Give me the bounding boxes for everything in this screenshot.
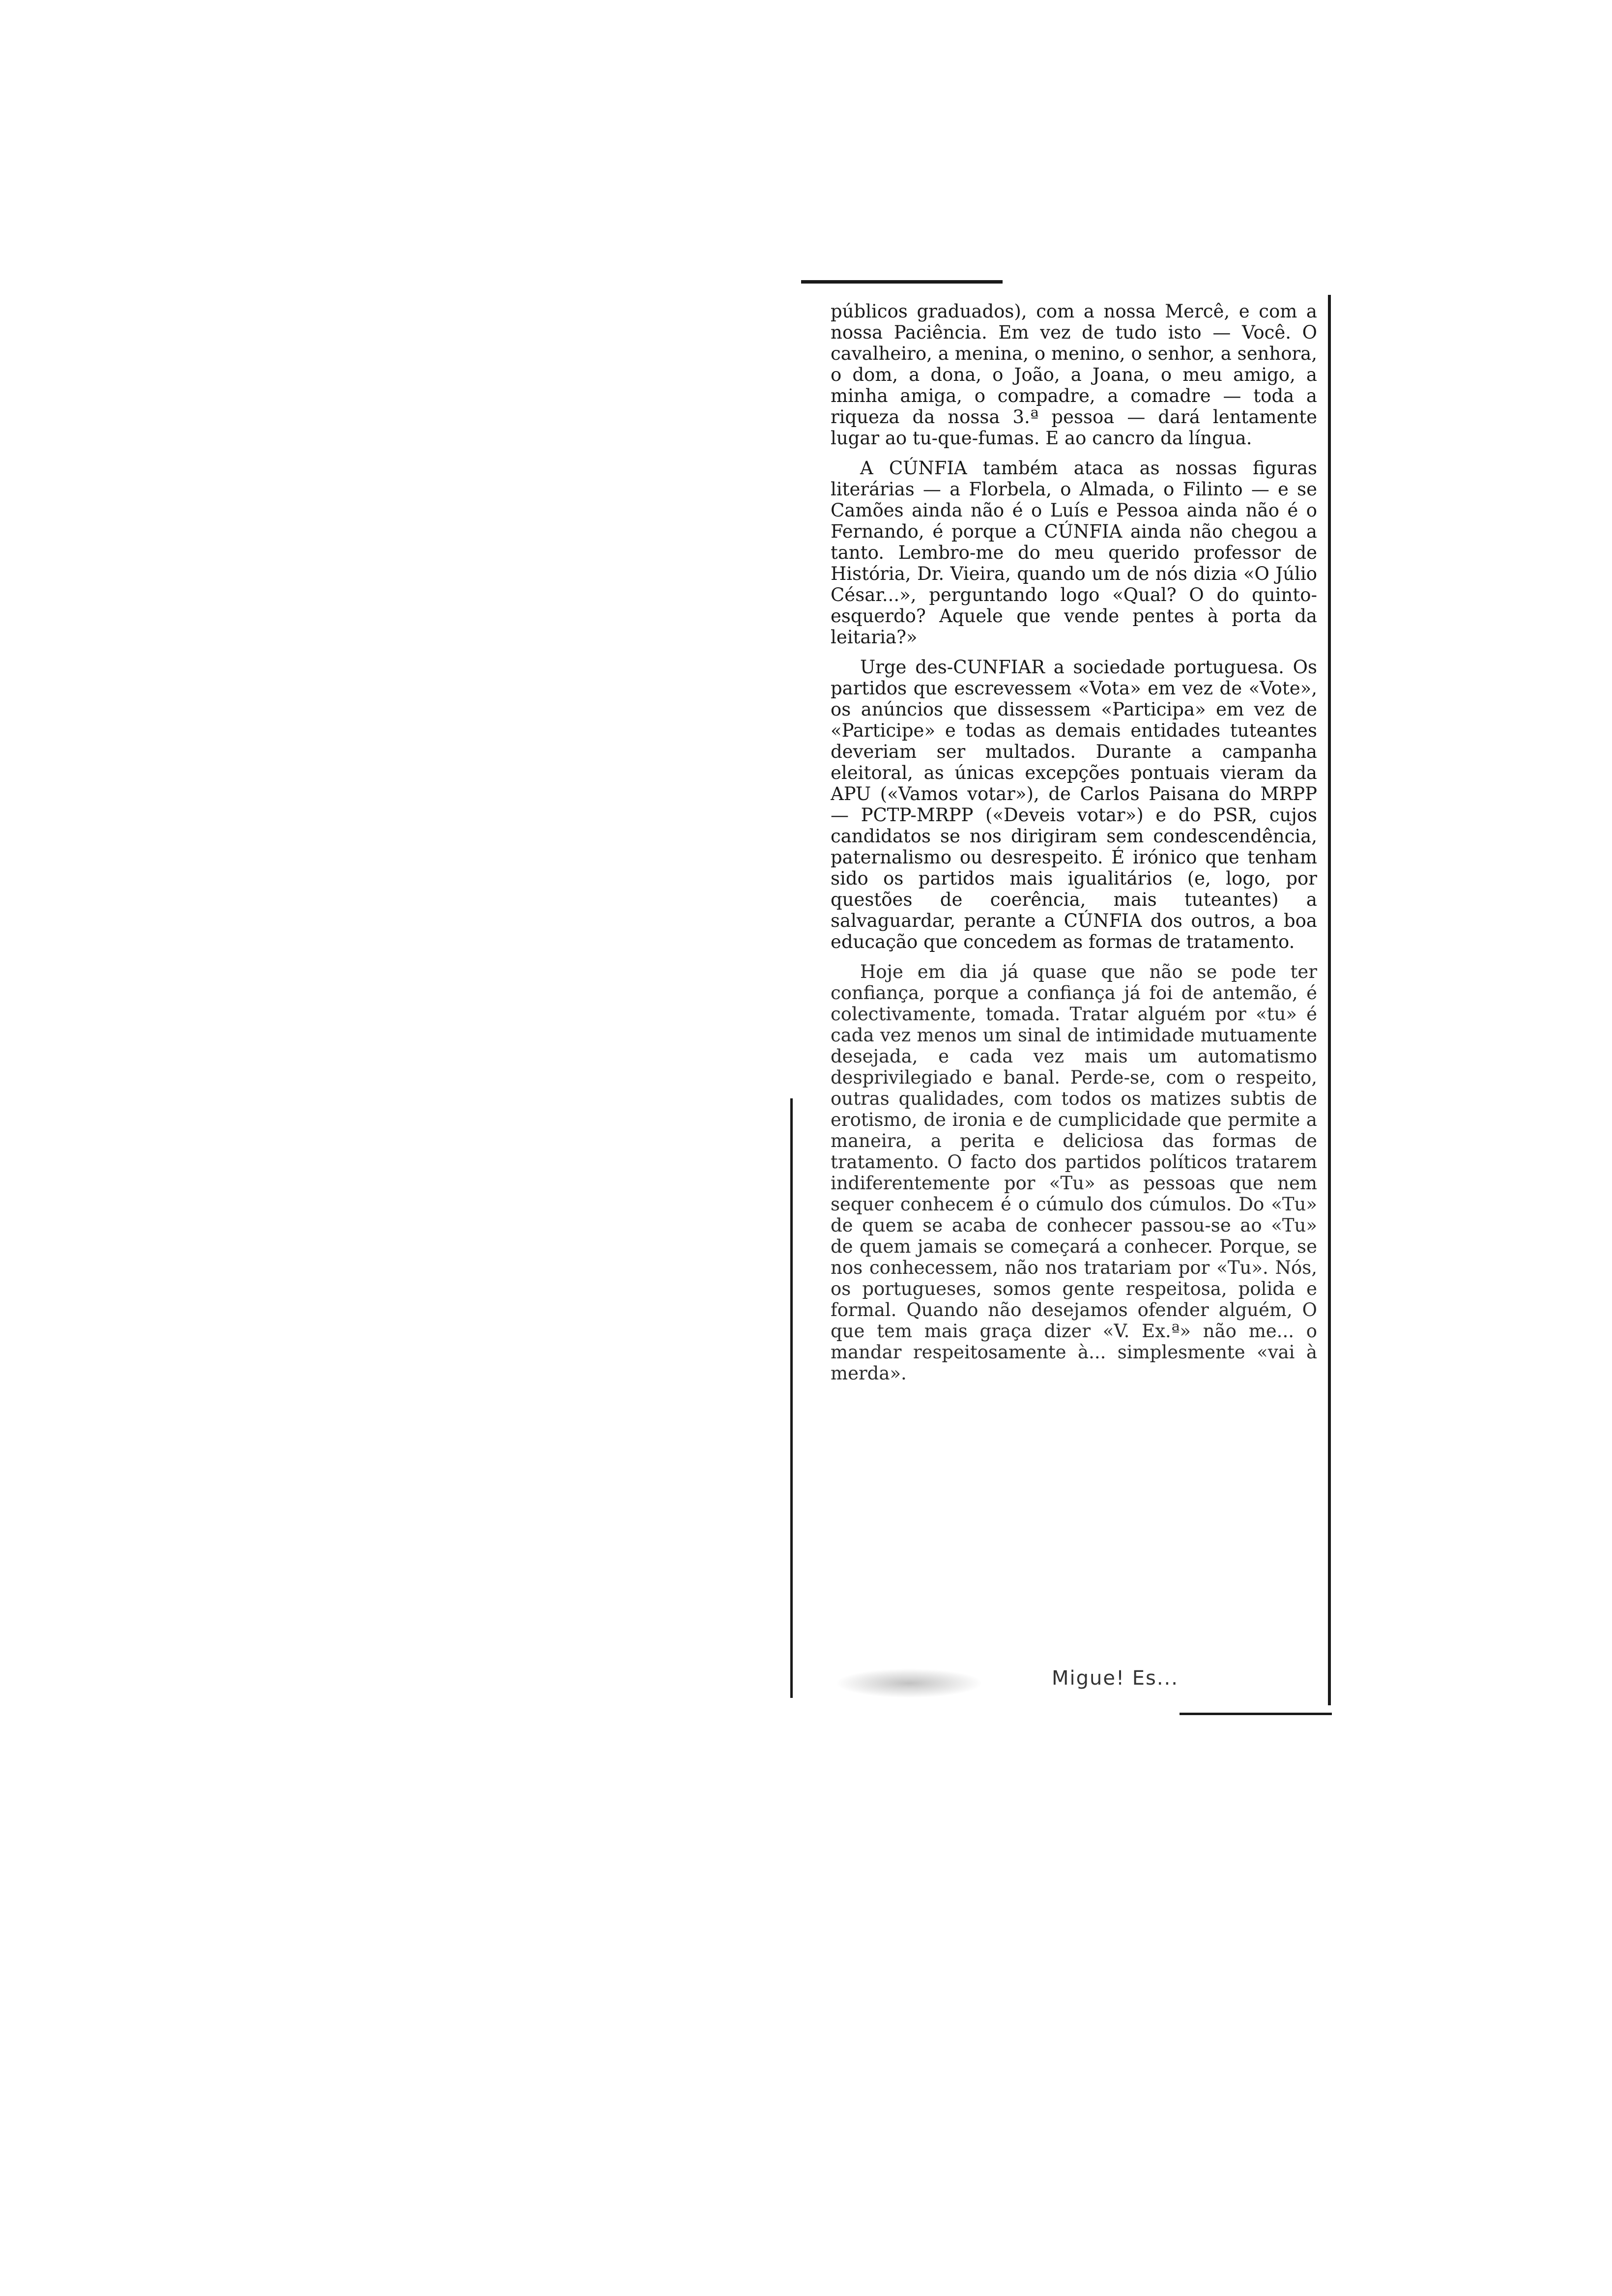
right-column-rule — [1328, 295, 1331, 1705]
article-paragraph-2: A CÚNFIA também ataca as nossas figuras literárias — a Florbela, o Almada, o Filinto — e se Camões ainda não é o Luís e Pessoa ainda não é o Fernando, é porque a CÚNFIA ainda não chegou a tanto. Lembro-me do meu querido professor de História, Dr. Vieira, quando um de nós dizia «O Júlio César...», perguntando logo «Qual? O do quinto-esquerdo? Aquele que vende pentes à porta da leitaria?» — [831, 458, 1317, 648]
author-signature: Migue! Es... — [1052, 1667, 1179, 1690]
bottom-rule — [1180, 1713, 1332, 1715]
top-rule — [801, 280, 1003, 284]
article-paragraph-3: Urge des-CUNFIAR a sociedade portuguesa. Os partidos que escrevessem «Vota» em vez de «Vote», os anúncios que dissessem «Participa» em vez de «Participe» e todas as demais entidades tuteantes deveriam ser multados. Durante a campanha eleitoral, as únicas excepções pontuais vieram da APU («Vamos votar»), de Carlos Paisana do MRPP — PCTP-MRPP («Deveis votar») e do PSR, cujos candidatos se nos dirigiram sem condescendência, paternalismo ou desrespeito. É irónico que tenham sido os partidos mais igualitários (e, logo, por questões de coerência, mais tuteantes) a salvaguardar, perante a CÚNFIA dos outros, a boa educação que concedem as formas de tratamento. — [831, 657, 1317, 952]
left-column-rule — [790, 1098, 793, 1698]
article-paragraph-4: Hoje em dia já quase que não se pode ter confiança, porque a confiança já foi de antemão, é colectivamente, tomada. Tratar alguém por «tu» é cada vez menos um sinal de intimidade mutuamente desejada, e cada vez mais um automatismo desprivilegiado e banal. Perde-se, com o respeito, outras qualidades, com todos os matizes subtis de erotismo, de ironia e de cumplicidade que permite a maneira, a perita e deliciosa das formas de tratamento. O facto dos partidos políticos tratarem indiferentemente por «Tu» as pessoas que nem sequer conhecem é o cúmulo dos cúmulos. Do «Tu» de quem se acaba de conhecer passou-se ao «Tu» de quem jamais se começará a conhecer. Porque, se nos conhecessem, não nos tratariam por «Tu». Nós, os portugueses, somos gente respeitosa, polida e formal. Quando não desejamos ofender alguém, O que tem mais graça dizer «V. Ex.ª» não me... o mandar respeitosamente à... simplesmente «vai à merda». — [831, 961, 1317, 1384]
article-column — [831, 301, 1317, 1657]
ink-smudge — [835, 1668, 983, 1698]
article-paragraph-1: públicos graduados), com a nossa Mercê, e com a nossa Paciência. Em vez de tudo isto — Você. O cavalheiro, a menina, o menino, o senhor, a senhora, o dom, a dona, o João, a Joana, o meu amigo, a minha amiga, o compadre, a comadre — toda a riqueza da nossa 3.ª pessoa — dará lentamente lugar ao tu-que-fumas. E ao cancro da língua. — [831, 301, 1317, 449]
